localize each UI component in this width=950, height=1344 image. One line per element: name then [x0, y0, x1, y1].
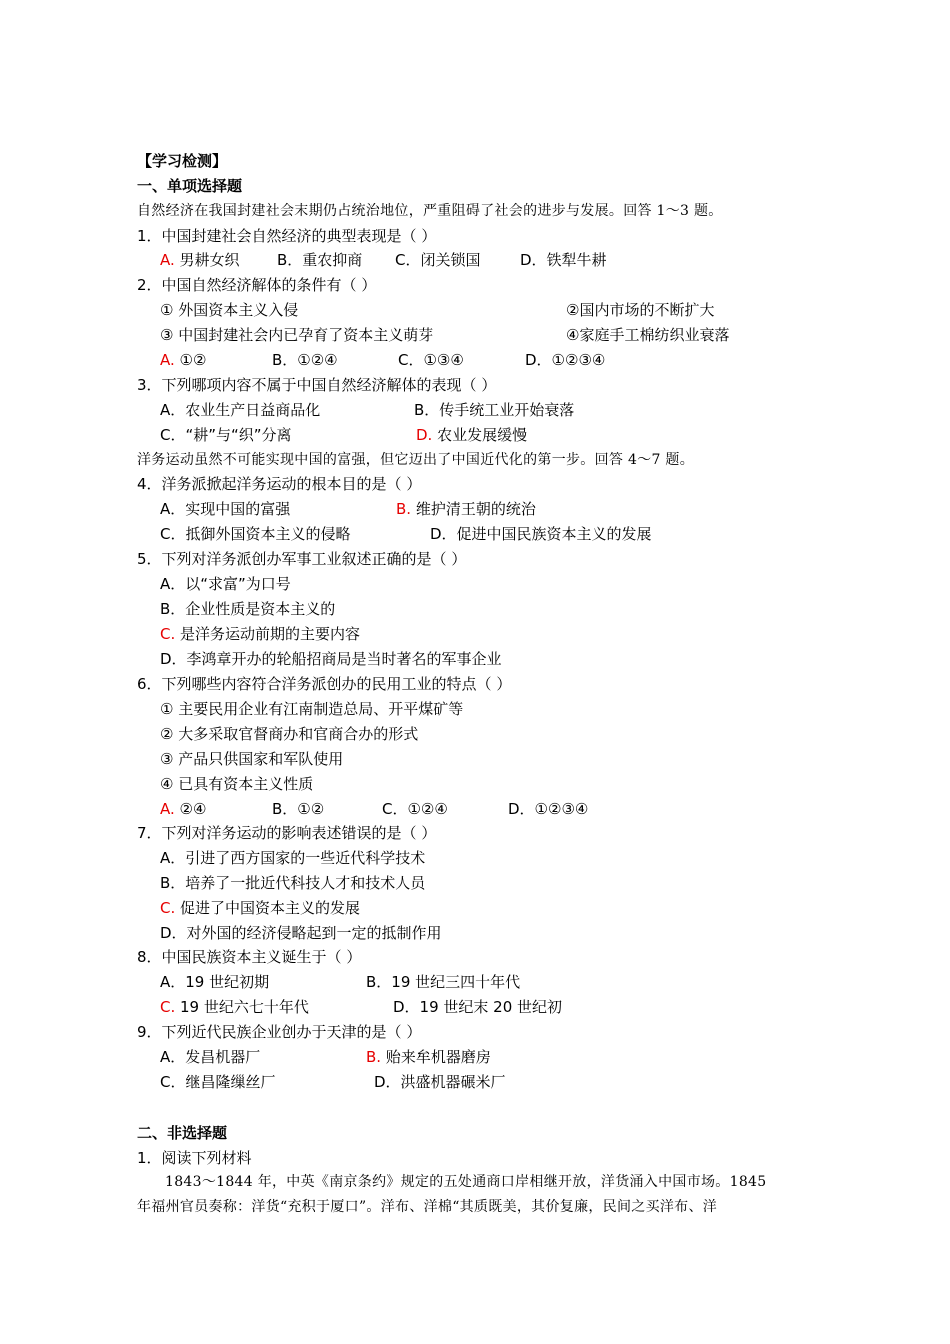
q9-option-d: D．洪盛机器碾米厂	[374, 1073, 506, 1091]
q3-option-b: B．传手统工业开始衰落	[414, 401, 575, 419]
q8-option-b: B．19 世纪三四十年代	[366, 973, 521, 991]
q8-option-d: D．19 世纪末 20 世纪初	[393, 998, 563, 1016]
q5-option-b: B．企业性质是资本主义的	[160, 600, 336, 618]
q6-option-b: B．①②	[272, 800, 325, 818]
q2-statement-4: ④家庭手工棉纺织业衰落	[566, 326, 730, 344]
q7-answer-letter: C.	[160, 899, 176, 917]
part1-title: 一、单项选择题	[137, 177, 243, 195]
question-7-stem: 7．下列对洋务运动的影响表述错误的是（ ）	[137, 824, 437, 842]
q4-option-d: D．促进中国民族资本主义的发展	[430, 525, 652, 543]
q4-option-b: B. 维护清王朝的统治	[396, 500, 536, 518]
q2-statement-3: ③ 中国封建社会内已孕育了资本主义萌芽	[160, 326, 434, 344]
q2-option-b: B．①②④	[272, 351, 338, 369]
q2-statement-2: ②国内市场的不断扩大	[566, 301, 715, 319]
q5-option-c: C. 是洋务运动前期的主要内容	[160, 625, 361, 643]
q9-answer-letter: B.	[366, 1048, 382, 1066]
q7-option-c: C. 促进了中国资本主义的发展	[160, 899, 361, 917]
q3-option-c: C．“耕”与“织”分离	[160, 426, 292, 444]
q3-option-a: A．农业生产日益商品化	[160, 401, 321, 419]
part2-title: 二、非选择题	[137, 1124, 228, 1142]
q2-option-c: C．①③④	[398, 351, 464, 369]
q2-statement-1: ① 外国资本主义入侵	[160, 301, 299, 319]
question-1-stem: 1．中国封建社会自然经济的典型表现是（ ）	[137, 227, 437, 245]
question-9-stem: 9．下列近代民族企业创办于天津的是（ ）	[137, 1023, 422, 1041]
q2-answer-letter: A.	[160, 351, 175, 369]
q9-option-c: C．继昌隆缫丝厂	[160, 1073, 276, 1091]
question-2-stem: 2．中国自然经济解体的条件有（ ）	[137, 276, 377, 294]
question-5-stem: 5．下列对洋务派创办军事工业叙述正确的是（ ）	[137, 550, 467, 568]
q2-option-d: D．①②③④	[525, 351, 606, 369]
question-3-stem: 3．下列哪项内容不属于中国自然经济解体的表现（ ）	[137, 376, 497, 394]
q7-option-d: D．对外国的经济侵略起到一定的抵制作用	[160, 924, 442, 942]
question-6-stem: 6．下列哪些内容符合洋务派创办的民用工业的特点（ ）	[137, 675, 512, 693]
q9-option-b: B. 贻来牟机器磨房	[366, 1048, 491, 1066]
section-title: 【学习检测】	[137, 152, 228, 170]
q4-option-c: C．抵御外国资本主义的侵略	[160, 525, 351, 543]
q6-statement-2: ② 大多采取官督商办和官商合办的形式	[160, 725, 419, 743]
q4-option-a: A．实现中国的富强	[160, 500, 291, 518]
q1-answer-letter: A.	[160, 251, 175, 269]
material-line-1: 1843～1844 年，中英《南京条约》规定的五处通商口岸相继开放，洋货涌入中国市场。1845	[165, 1174, 767, 1190]
q1-option-c: C．闭关锁国	[395, 251, 481, 269]
q3-answer-letter: D.	[416, 426, 433, 444]
q1-option-b: B．重农抑商	[277, 251, 363, 269]
material-line-2: 年福州官员奏称：洋货“充积于厦口”。洋布、洋棉“其质既美，其价复廉，民间之买洋布、洋	[137, 1199, 718, 1215]
q4-answer-letter: B.	[396, 500, 412, 518]
q6-statement-3: ③ 产品只供国家和军队使用	[160, 750, 344, 768]
q9-option-a: A．发昌机器厂	[160, 1048, 261, 1066]
intro-1: 自然经济在我国封建社会末期仍占统治地位，严重阻碍了社会的进步与发展。回答 1～3 题。	[137, 203, 723, 219]
q6-answer-letter: A.	[160, 800, 175, 818]
question-4-stem: 4．洋务派掀起洋务运动的根本目的是（ ）	[137, 475, 422, 493]
q8-option-a: A．19 世纪初期	[160, 973, 270, 991]
q5-answer-letter: C.	[160, 625, 176, 643]
q5-option-d: D．李鸿章开办的轮船招商局是当时著名的军事企业	[160, 650, 502, 668]
q1-option-a: A. 男耕女织	[160, 251, 240, 269]
question-8-stem: 8．中国民族资本主义诞生于（ ）	[137, 948, 362, 966]
q6-statement-4: ④ 已具有资本主义性质	[160, 775, 314, 793]
q8-answer-letter: C.	[160, 998, 176, 1016]
q6-option-d: D．①②③④	[508, 800, 589, 818]
q8-option-c: C. 19 世纪六七十年代	[160, 998, 309, 1016]
q7-option-b: B．培养了一批近代科技人才和技术人员	[160, 874, 426, 892]
part2-question-1: 1．阅读下列材料	[137, 1149, 252, 1167]
q5-option-a: A．以“求富”为口号	[160, 575, 291, 593]
q6-statement-1: ① 主要民用企业有江南制造总局、开平煤矿等	[160, 700, 464, 718]
q6-option-c: C．①②④	[382, 800, 448, 818]
q6-option-a: A. ②④	[160, 800, 207, 818]
q1-option-d: D．铁犁牛耕	[520, 251, 607, 269]
q3-option-d: D. 农业发展缓慢	[416, 426, 528, 444]
q2-option-a: A. ①②	[160, 351, 207, 369]
q7-option-a: A．引进了西方国家的一些近代科学技术	[160, 849, 426, 867]
intro-2: 洋务运动虽然不可能实现中国的富强，但它迈出了中国近代化的第一步。回答 4～7 题。	[137, 452, 695, 468]
